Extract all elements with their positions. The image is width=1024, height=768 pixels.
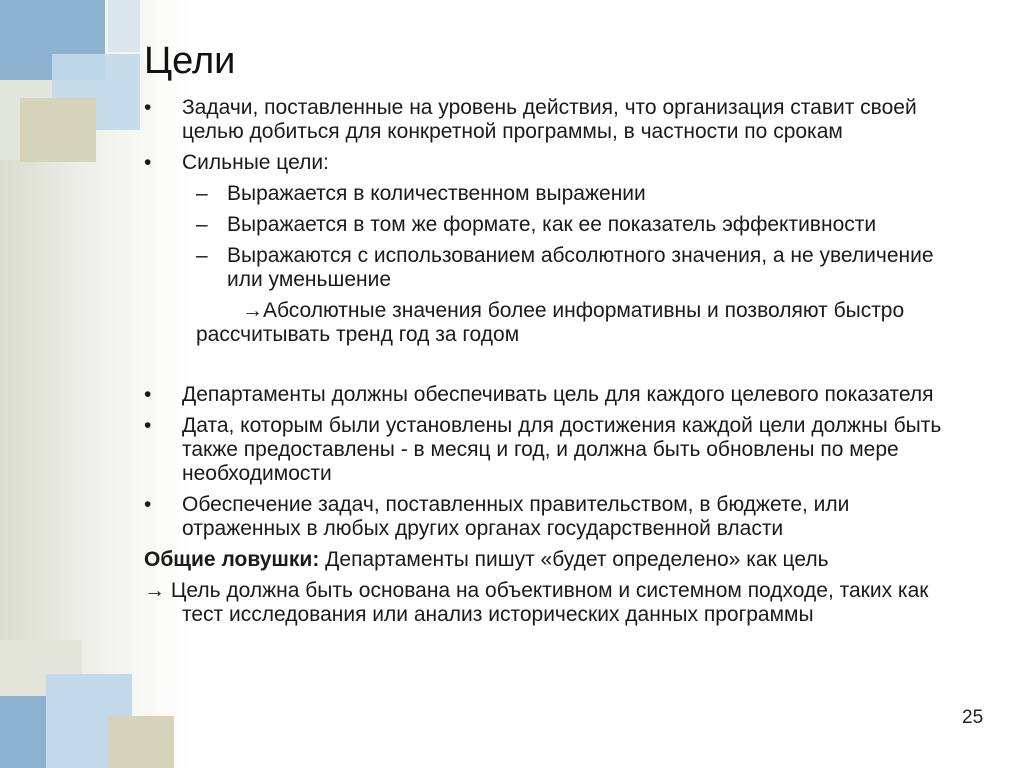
sub-bullet-text: Выражается в том же формате, как ее показатель эффективности [227, 213, 877, 236]
pitfalls-label: Общие ловушки: [144, 548, 320, 571]
arrow-paragraph-text: → Цель должна быть основана на объективном и системном подходе, таких как тест исследования или анализ исторических данных программы [144, 579, 929, 626]
arrow-paragraph [144, 579, 964, 627]
sub-bullet-item [144, 213, 964, 237]
dash-marker: – [196, 244, 208, 267]
dash-marker: – [196, 213, 208, 236]
deco-square [20, 98, 96, 162]
sub-bullet-item [144, 182, 964, 206]
spacer [144, 354, 964, 383]
pitfalls-paragraph [144, 548, 964, 572]
bullet-text: Департаменты должны обеспечивать цель для каждого целевого показателя [182, 383, 934, 406]
bullet-marker: • [144, 414, 152, 437]
bullet-item [144, 96, 964, 144]
sub-bullet-text: Выражается в количественном выражении [227, 182, 646, 205]
bullet-marker: • [144, 151, 152, 174]
page-number: 25 [962, 707, 984, 728]
slide-title: Цели [144, 40, 236, 82]
bullet-marker: • [144, 493, 152, 516]
sub-bullet-item [144, 244, 964, 292]
deco-square [108, 716, 174, 768]
bullet-text: Обеспечение задач, поставленных правительством, в бюджете, или отраженных в любых других органах государственной власти [182, 493, 850, 540]
bullet-item [144, 151, 964, 175]
bullet-item [144, 414, 964, 486]
bullet-item [144, 383, 964, 407]
bullet-item [144, 493, 964, 541]
dash-marker: – [196, 182, 208, 205]
bullet-marker: • [144, 96, 152, 119]
bullet-text: Сильные цели: [182, 151, 329, 174]
sub-bullet-text: Выражаются с использованием абсолютного значения, а не увеличение или уменьшение [227, 244, 934, 291]
note-text: →Абсолютные значения более информативны и позволяют быстро рассчитывать тренд год за годом [196, 299, 905, 346]
deco-square [0, 696, 48, 768]
deco-square [108, 0, 140, 52]
bullet-marker: • [144, 383, 152, 406]
bullet-text: Дата, которым были установлены для достижения каждой цели должны быть также предоставлены - в месяц и год, и должна быть обновлены по мере необходимости [182, 414, 942, 485]
pitfalls-text: Департаменты пишут «будет определено» как цель [319, 548, 829, 571]
slide-body [144, 96, 964, 634]
bullet-text: Задачи, поставленные на уровень действия, что организация ставит своей целью добиться для конкретной программы, в частности по срокам [182, 96, 917, 143]
note-paragraph [144, 299, 964, 347]
